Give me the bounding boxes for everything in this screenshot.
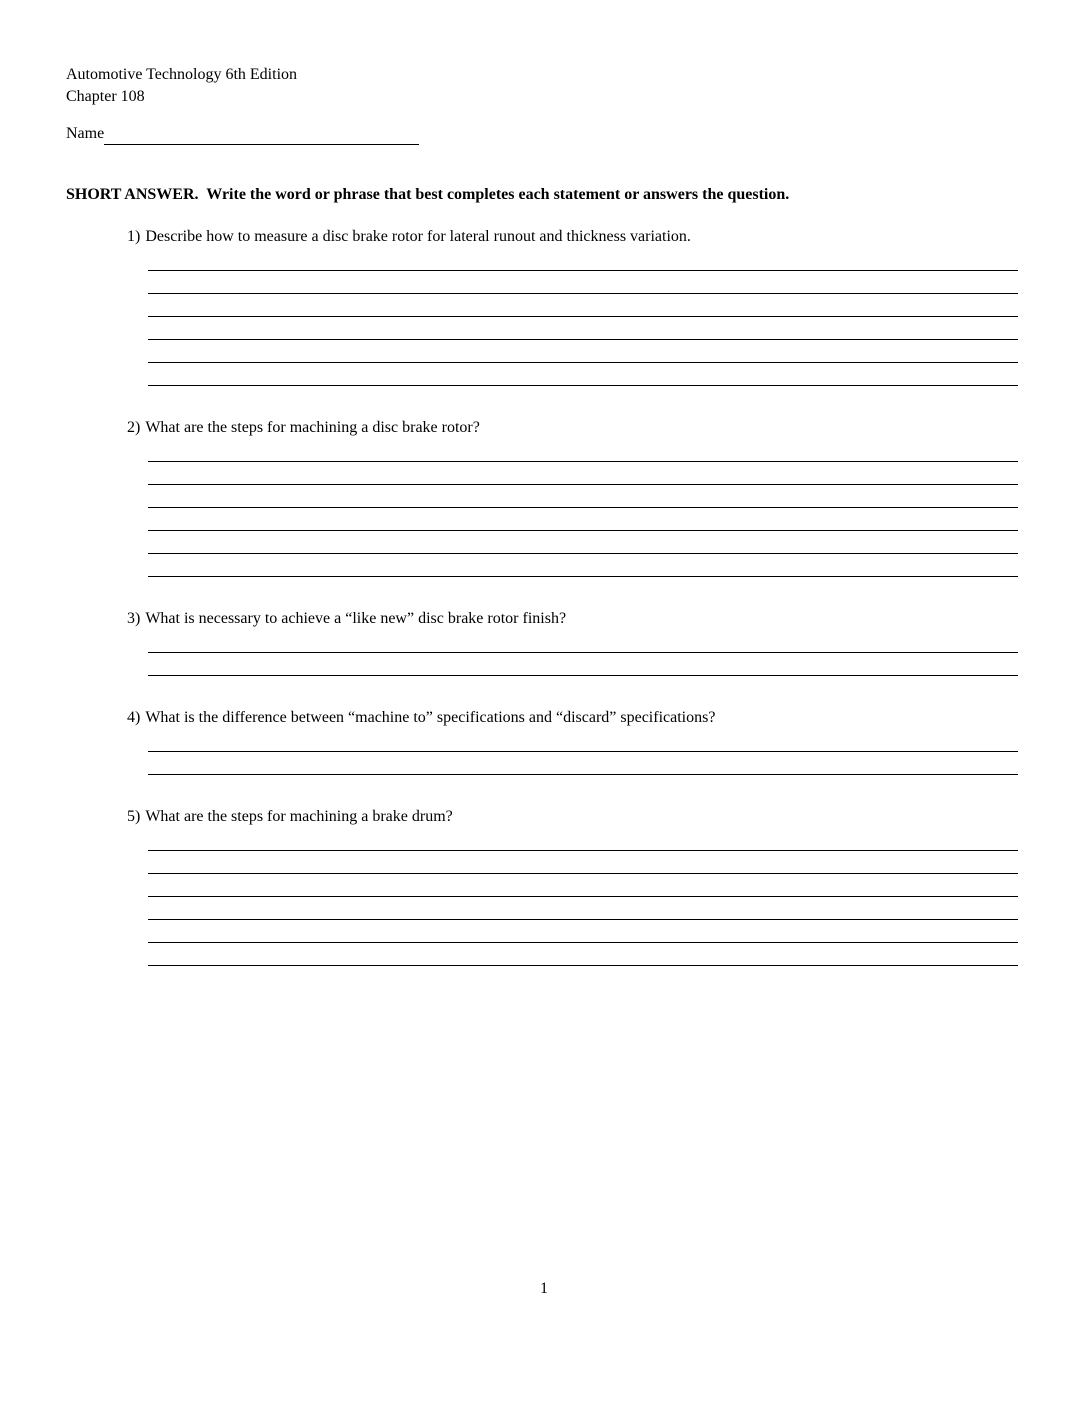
answer-lines — [148, 630, 1018, 676]
worksheet-content — [0, 184, 1088, 966]
question-text: What is necessary to achieve a “like new” disc brake rotor finish? — [145, 610, 567, 627]
question-text: What are the steps for machining a disc brake rotor? — [145, 419, 480, 436]
answer-line[interactable] — [148, 363, 1018, 386]
name-label: Name — [66, 125, 105, 142]
answer-line[interactable] — [148, 729, 1018, 752]
question-text: What is the difference between “machine to” specifications and “discard” specifications? — [145, 709, 716, 726]
answer-line[interactable] — [148, 874, 1018, 897]
question-block — [0, 417, 1088, 577]
section-heading: SHORT ANSWER. Write the word or phrase that best completes each statement or answers the question. — [66, 186, 790, 203]
name-row — [66, 123, 419, 145]
question-number: 3) — [127, 610, 141, 627]
question-block — [0, 707, 1088, 775]
answer-line[interactable] — [148, 920, 1018, 943]
answer-line[interactable] — [148, 439, 1018, 462]
answer-line[interactable] — [148, 554, 1018, 577]
page-number: 1 — [540, 1280, 548, 1297]
name-input-line[interactable] — [104, 125, 419, 145]
answer-line[interactable] — [148, 485, 1018, 508]
answer-line[interactable] — [148, 294, 1018, 317]
question-block — [0, 806, 1088, 966]
question-label — [127, 707, 1088, 729]
question-number: 2) — [127, 419, 141, 436]
answer-line[interactable] — [148, 340, 1018, 363]
answer-line[interactable] — [148, 752, 1018, 775]
chapter-label: Chapter 108 — [66, 88, 145, 105]
answer-lines — [148, 439, 1018, 577]
answer-line[interactable] — [148, 943, 1018, 966]
answer-lines — [148, 828, 1018, 966]
answer-line[interactable] — [148, 248, 1018, 271]
question-label — [127, 806, 1088, 828]
question-number: 5) — [127, 808, 141, 825]
document-header — [66, 64, 297, 108]
answer-line[interactable] — [148, 462, 1018, 485]
answer-line[interactable] — [148, 630, 1018, 653]
question-block — [0, 608, 1088, 676]
question-block — [0, 226, 1088, 386]
question-text: Describe how to measure a disc brake rotor for lateral runout and thickness variation. — [145, 228, 691, 245]
answer-line[interactable] — [148, 271, 1018, 294]
answer-line[interactable] — [148, 828, 1018, 851]
answer-line[interactable] — [148, 508, 1018, 531]
document-title: Automotive Technology 6th Edition — [66, 66, 298, 83]
question-number: 1) — [127, 228, 141, 245]
answer-line[interactable] — [148, 653, 1018, 676]
answer-lines — [148, 248, 1018, 386]
answer-line[interactable] — [148, 851, 1018, 874]
question-label — [127, 417, 1088, 439]
questions-section — [0, 226, 1088, 966]
question-label — [127, 226, 1088, 248]
answer-line[interactable] — [148, 897, 1018, 920]
question-label — [127, 608, 1088, 630]
answer-lines — [148, 729, 1018, 775]
answer-line[interactable] — [148, 317, 1018, 340]
question-number: 4) — [127, 709, 141, 726]
question-text: What are the steps for machining a brake drum? — [145, 808, 453, 825]
answer-line[interactable] — [148, 531, 1018, 554]
